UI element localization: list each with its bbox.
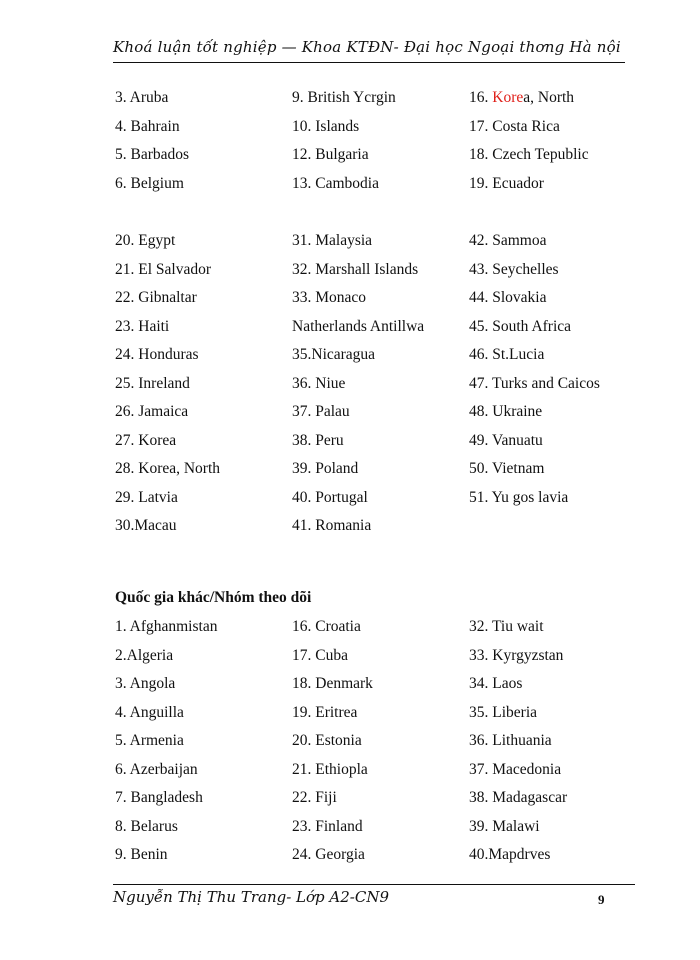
list-item: 21. El Salvador: [115, 260, 211, 278]
list-item: 44. Slovakia: [469, 289, 547, 306]
list-item: 42. Sammoa: [469, 232, 547, 249]
list-item: 40.Mapdrves: [469, 846, 551, 863]
list-item: 47. Turks and Caicos: [469, 374, 600, 392]
list-item: 18. Czech Tepublic: [469, 146, 589, 163]
list-item: 2.Algeria: [115, 646, 174, 664]
list-item: 45. South Africa: [469, 317, 572, 335]
list-item: 37. Macedonia: [469, 760, 562, 778]
list-item: 23. Haiti: [115, 317, 170, 335]
list-item: 46. St.Lucia: [469, 346, 545, 363]
list-item: 26. Jamaica: [115, 403, 189, 420]
list-item: 33. Monaco: [292, 289, 367, 306]
list-item: 20. Estonia: [292, 732, 362, 749]
list-item: 22. Gibnaltar: [115, 289, 197, 306]
list-item: 39. Malawi: [469, 817, 540, 835]
list-item: 1. Afghanmistan: [115, 618, 218, 635]
list-item: [469, 88, 574, 108]
list-item: 51. Yu gos lavia: [469, 488, 569, 506]
list-item: 39. Poland: [292, 460, 359, 477]
highlighted-text: Kore: [492, 89, 524, 106]
list-item: 12. Bulgaria: [292, 146, 369, 163]
list-item: 50. Vietnam: [469, 460, 545, 477]
list-item: 7. Bangladesh: [115, 789, 203, 806]
list-item: 37. Palau: [292, 403, 350, 420]
list-item: 4. Bahrain: [115, 117, 180, 135]
list-item: 32. Tiu wait: [469, 618, 544, 635]
list-item: 4. Anguilla: [115, 703, 184, 721]
list-item: 13. Cambodia: [292, 174, 379, 192]
list-item: 17. Cuba: [292, 646, 348, 664]
list-item: 5. Barbados: [115, 146, 190, 163]
list-item: 49. Vanuatu: [469, 431, 543, 449]
list-item: 19. Ecuador: [469, 174, 544, 192]
list-item: 6. Belgium: [115, 174, 184, 192]
list-item: 17. Costa Rica: [469, 117, 560, 135]
list-item: 24. Honduras: [115, 346, 199, 363]
list-item: 22. Fiji: [292, 789, 337, 806]
list-item: 16. Croatia: [292, 618, 361, 635]
list-item: 9. Benin: [115, 846, 168, 863]
list-item: 25. Inreland: [115, 374, 190, 392]
list-item: 36. Lithuania: [469, 732, 552, 749]
list-item: 31. Malaysia: [292, 232, 373, 249]
page-number: 9: [598, 892, 605, 907]
list-item: 3. Aruba: [115, 89, 169, 106]
list-item: 43. Seychelles: [469, 260, 559, 278]
list-item: 36. Niue: [292, 374, 346, 392]
list-item: 35. Liberia: [469, 703, 538, 721]
page-header: Khoá luận tốt nghiệp — Khoa KTĐN- Đại học Ngoại thơng Hà nội: [113, 38, 621, 56]
list-item: 5. Armenia: [115, 732, 184, 749]
header-divider: [113, 62, 625, 63]
list-item: 23. Finland: [292, 817, 363, 835]
list-item: 10. Islands: [292, 117, 360, 135]
list-item: 28. Korea, North: [115, 460, 221, 477]
section-title: Quốc gia khác/Nhóm theo dõi: [115, 589, 312, 606]
item-rest: a, North: [523, 89, 575, 106]
list-item: 20. Egypt: [115, 232, 176, 249]
list-item: 3. Angola: [115, 675, 176, 692]
list-item: 32. Marshall Islands: [292, 260, 419, 278]
list-item: 33. Kyrgyzstan: [469, 646, 564, 664]
list-item: 38. Peru: [292, 431, 344, 449]
list-item: 24. Georgia: [292, 846, 365, 863]
footer-divider: [113, 884, 635, 885]
list-item: 19. Eritrea: [292, 703, 358, 721]
list-item: 27. Korea: [115, 431, 177, 449]
list-item: Natherlands Antillwa: [292, 317, 425, 335]
list-item: 18. Denmark: [292, 675, 373, 692]
list-item: 38. Madagascar: [469, 789, 568, 806]
list-item: 40. Portugal: [292, 488, 368, 506]
list-item: 48. Ukraine: [469, 403, 543, 420]
list-item: 8. Belarus: [115, 817, 178, 835]
list-item: 41. Romania: [292, 517, 372, 534]
list-item: 21. Ethiopla: [292, 760, 368, 778]
list-item: 29. Latvia: [115, 488, 178, 506]
list-item: 35.Nicaragua: [292, 346, 376, 363]
list-item: 6. Azerbaijan: [115, 760, 198, 778]
list-item: 30.Macau: [115, 517, 177, 534]
footer-author: Nguyễn Thị Thu Trang- Lớp A2-CN9: [113, 888, 390, 906]
list-item: 9. British Ycrgin: [292, 89, 396, 106]
item-prefix: 16.: [469, 89, 493, 106]
list-item: 34. Laos: [469, 675, 523, 692]
